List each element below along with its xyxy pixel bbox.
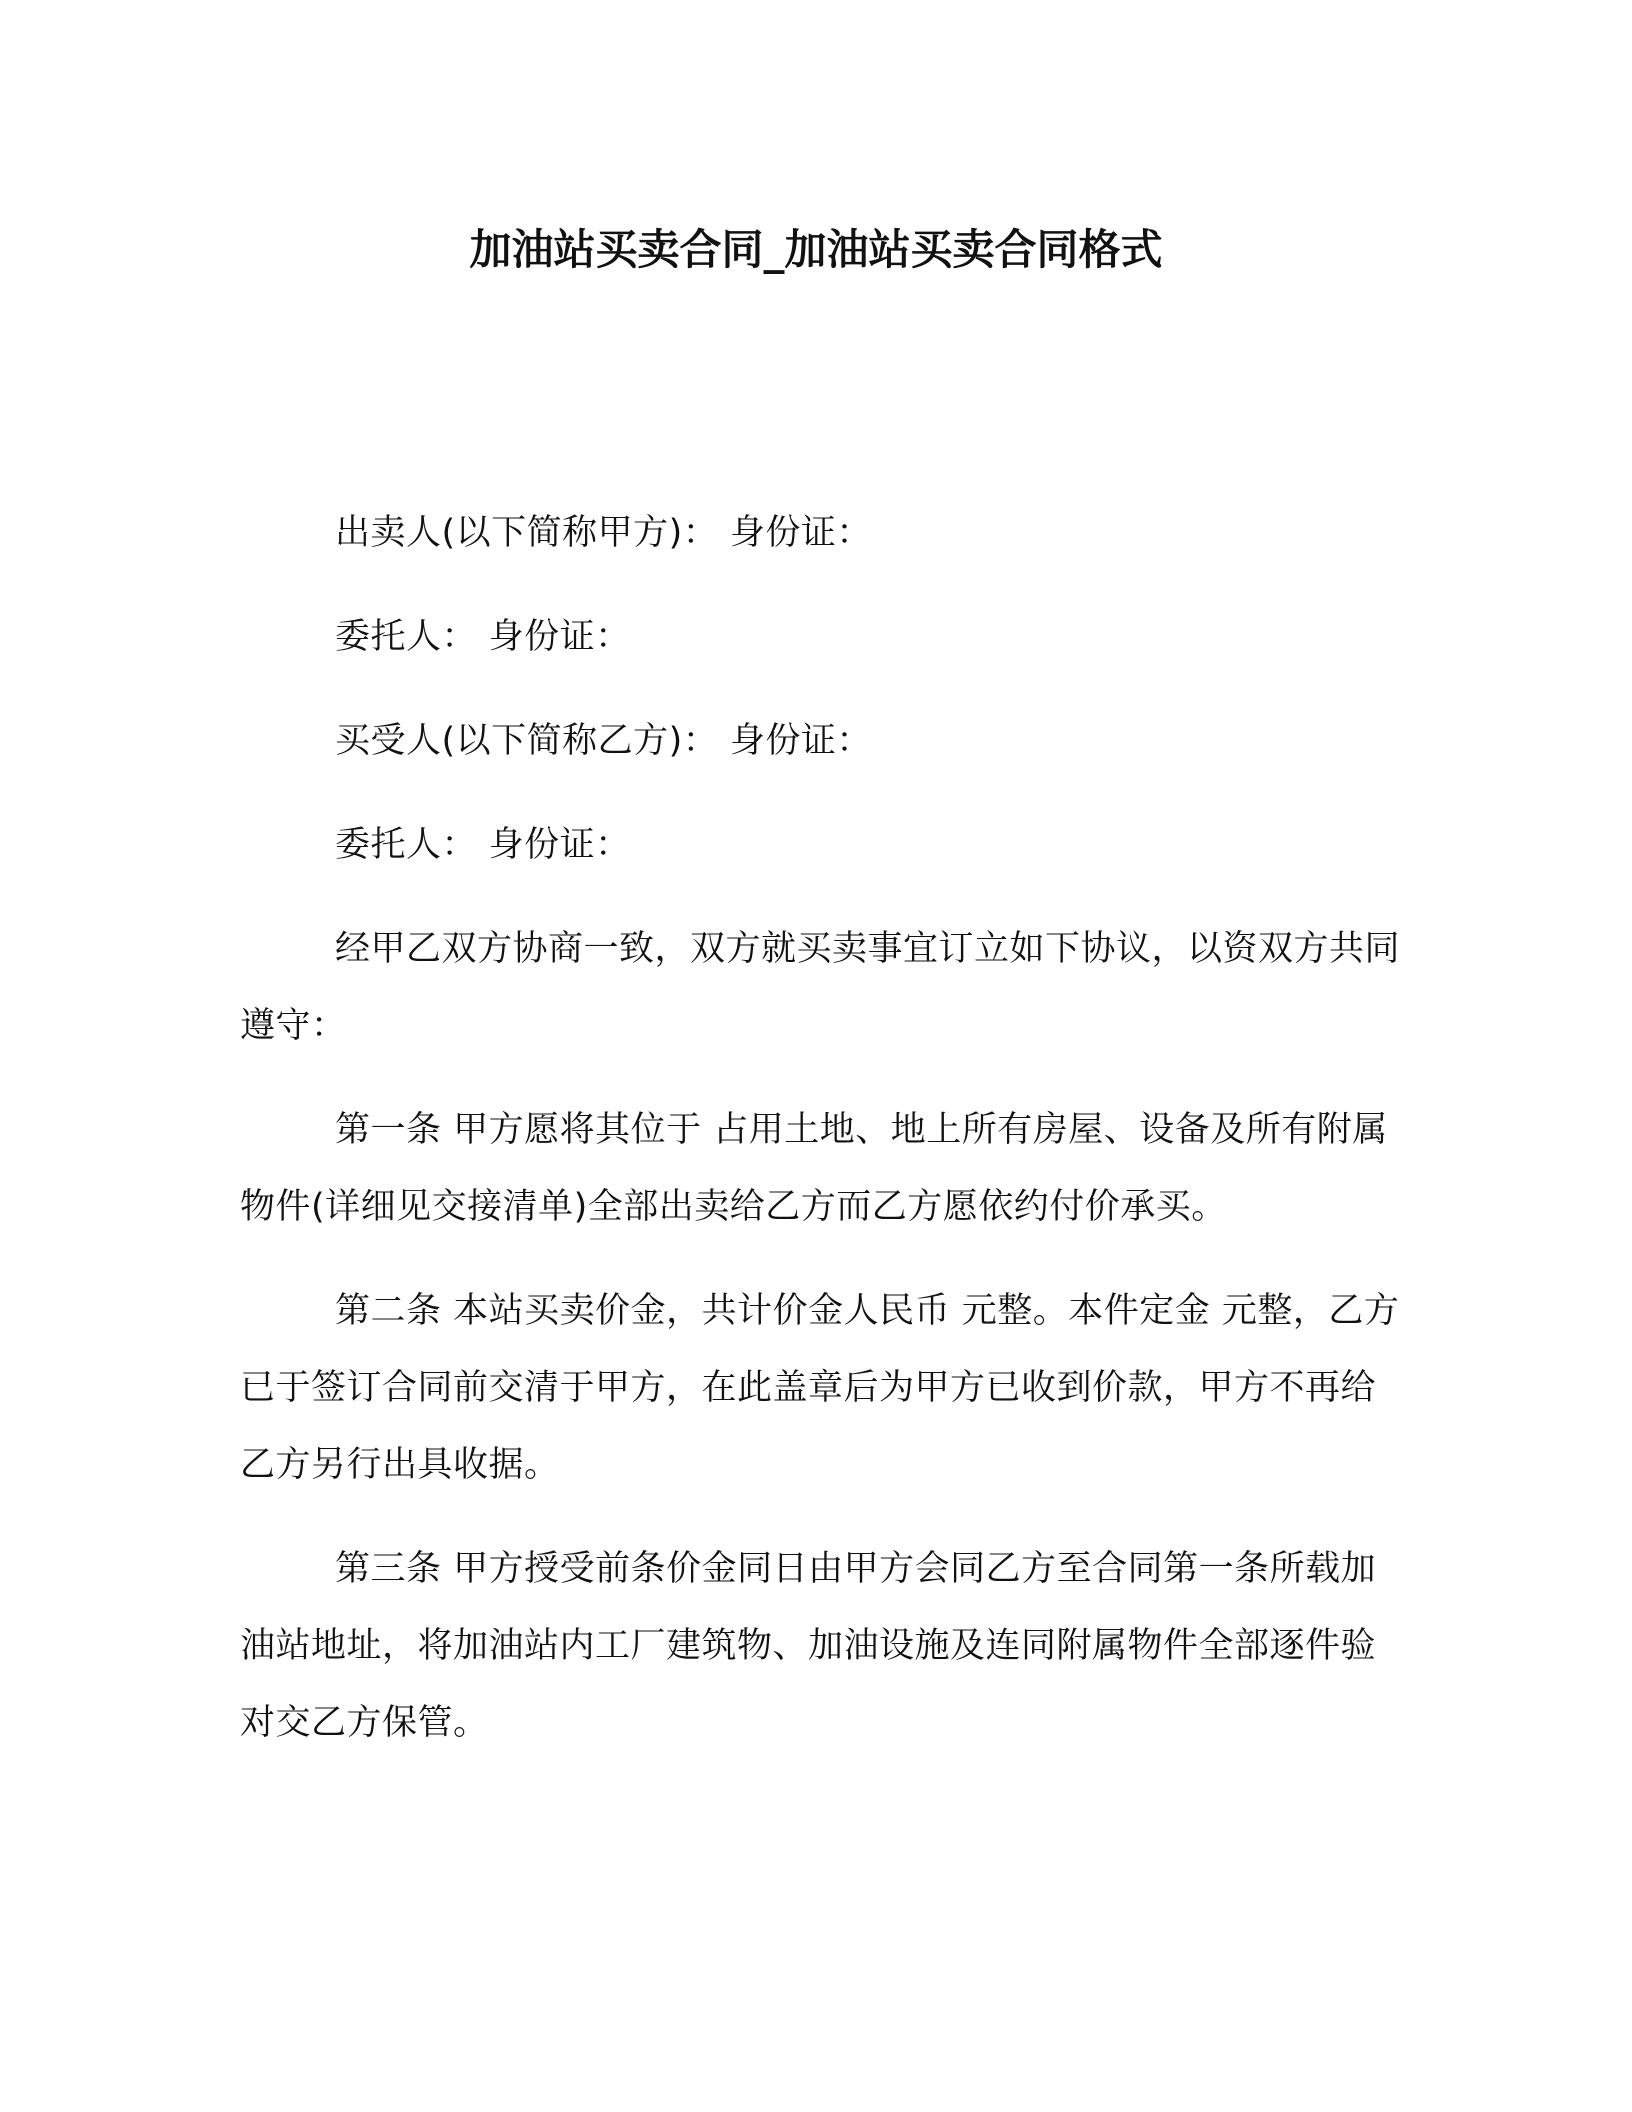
paragraph-seller-agent: 委托人： 身份证：: [335, 617, 631, 657]
document-body: [240, 495, 1400, 1789]
paragraph-article-2: 第二条 本站买卖价金，共计价金人民币 元整。本件定金 元整，乙方已于签订合同前交清于甲方，在此盖章后为甲方已收到价款，甲方不再给乙方另行出具收据。: [240, 1291, 1400, 1485]
paragraph-seller: 出卖人(以下简称甲方)： 身份证：: [335, 513, 872, 553]
paragraph-buyer-agent: 委托人： 身份证：: [335, 825, 631, 865]
document-title: 加油站买卖合同_加油站买卖合同格式: [469, 225, 1163, 274]
paragraph-buyer: 买受人(以下简称乙方)： 身份证：: [335, 721, 872, 761]
paragraph-article-3: 第三条 甲方授受前条价金同日由甲方会同乙方至合同第一条所载加油站地址，将加油站内工厂建筑物、加油设施及连同附属物件全部逐件验对交乙方保管。: [240, 1549, 1377, 1743]
paragraph-article-1: 第一条 甲方愿将其位于 占用土地、地上所有房屋、设备及所有附属物件(详细见交接清单)全部出卖给乙方而乙方愿依约付价承买。: [240, 1110, 1388, 1227]
paragraph-preamble: 经甲乙双方协商一致，双方就买卖事宜订立如下协议，以资双方共同遵守：: [240, 929, 1401, 1046]
